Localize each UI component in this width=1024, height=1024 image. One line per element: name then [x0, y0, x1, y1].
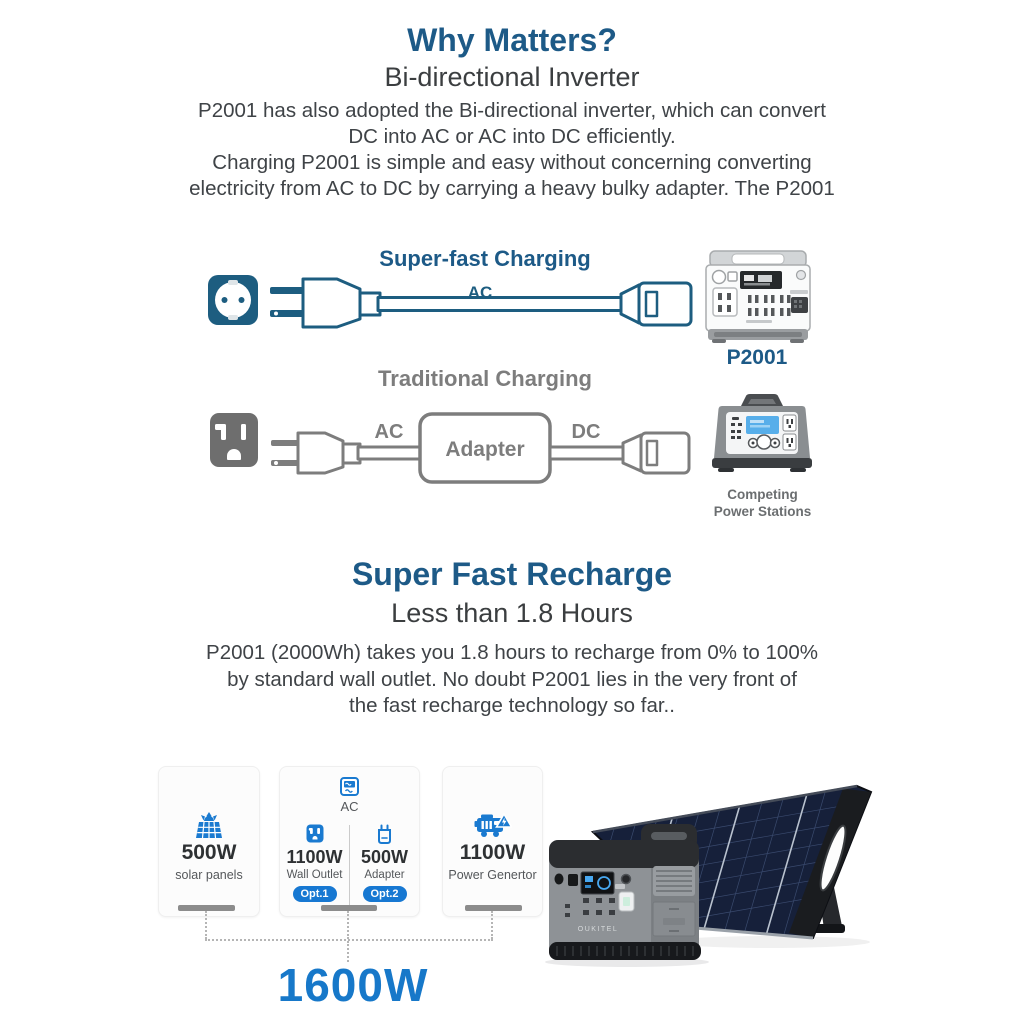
solar-input-card: [158, 766, 260, 917]
generator-value: 1100W: [459, 841, 526, 864]
page-title: Why Matters?: [407, 22, 617, 58]
generator-label: Power Genertor: [448, 868, 537, 882]
solar-label: solar panels: [175, 868, 243, 882]
competing-label-line2: Power Stations: [713, 504, 812, 519]
recharge-line: P2001 (2000Wh) takes you 1.8 hours to recharge from 0% to 100%: [206, 641, 818, 664]
option1-badge: Opt.1: [293, 886, 337, 902]
ac-label: AC: [340, 799, 359, 814]
solar-panel-icon: [159, 811, 259, 841]
option2-badge: Opt.2: [363, 886, 407, 902]
superfast-ac-label: AC: [467, 283, 493, 302]
product-photo: [545, 780, 875, 970]
competing-label-line1: Competing: [727, 487, 798, 502]
card-base-bar: [465, 905, 522, 911]
recharge-paragraph: [142, 640, 882, 720]
total-input-value: 1600W: [277, 959, 429, 1011]
intro-line: Charging P2001 is simple and easy without concerning converting: [212, 151, 812, 174]
connector-line: [205, 911, 207, 939]
wall-outlet-option: [280, 767, 349, 916]
adapter-icon: [350, 824, 419, 845]
competing-station-label: [690, 486, 835, 520]
adapter-option: [350, 767, 419, 916]
wall-outlet-value: 1100W: [286, 847, 343, 867]
recharge-subtitle: Less than 1.8 Hours: [391, 598, 633, 628]
adapter-value: 500W: [360, 847, 409, 867]
adapter-cable-icon: [265, 406, 697, 486]
power-generator-icon: [443, 811, 542, 838]
traditional-dc-label: DC: [571, 421, 601, 443]
page-subtitle: Bi-directional Inverter: [384, 62, 640, 92]
traditional-ac-label: AC: [374, 421, 404, 443]
us-outlet-icon: [209, 412, 259, 468]
p2001-product-label: P2001: [726, 346, 788, 369]
card-base-bar: [321, 905, 377, 911]
intro-line: P2001 has also adopted the Bi-directional inverter, which can convert: [198, 99, 826, 122]
wall-outlet-label: Wall Outlet: [286, 869, 343, 881]
generator-input-card: [442, 766, 543, 917]
wall-outlet-icon: [280, 824, 349, 843]
recharge-title: Super Fast Recharge: [351, 556, 673, 592]
traditional-charging-title: Traditional Charging: [378, 366, 592, 391]
adapter-label: Adapter: [364, 869, 405, 881]
connector-line: [491, 911, 493, 939]
adapter-box-label: Adapter: [445, 438, 525, 461]
ac-input-card: [279, 766, 420, 917]
p2001-product-image: [702, 250, 814, 345]
power-station-photo: [549, 824, 701, 960]
recharge-line: by standard wall outlet. No doubt P2001 lies in the very front of: [227, 667, 797, 691]
intro-paragraph: [122, 98, 902, 202]
brand-mark: OUKITEL: [577, 926, 619, 933]
competing-station-image: [706, 392, 818, 482]
solar-value: 500W: [181, 841, 237, 864]
intro-line: DC into AC or AC into DC efficiently.: [348, 125, 676, 148]
connector-line: [205, 939, 493, 941]
intro-line: electricity from AC to DC by carrying a heavy bulky adapter. The P2001: [189, 177, 835, 200]
recharge-line: the fast recharge technology so far..: [349, 694, 675, 717]
connector-line: [347, 911, 349, 939]
eu-socket-icon: [207, 274, 259, 326]
superfast-charging-title: Super-fast Charging: [379, 246, 591, 271]
